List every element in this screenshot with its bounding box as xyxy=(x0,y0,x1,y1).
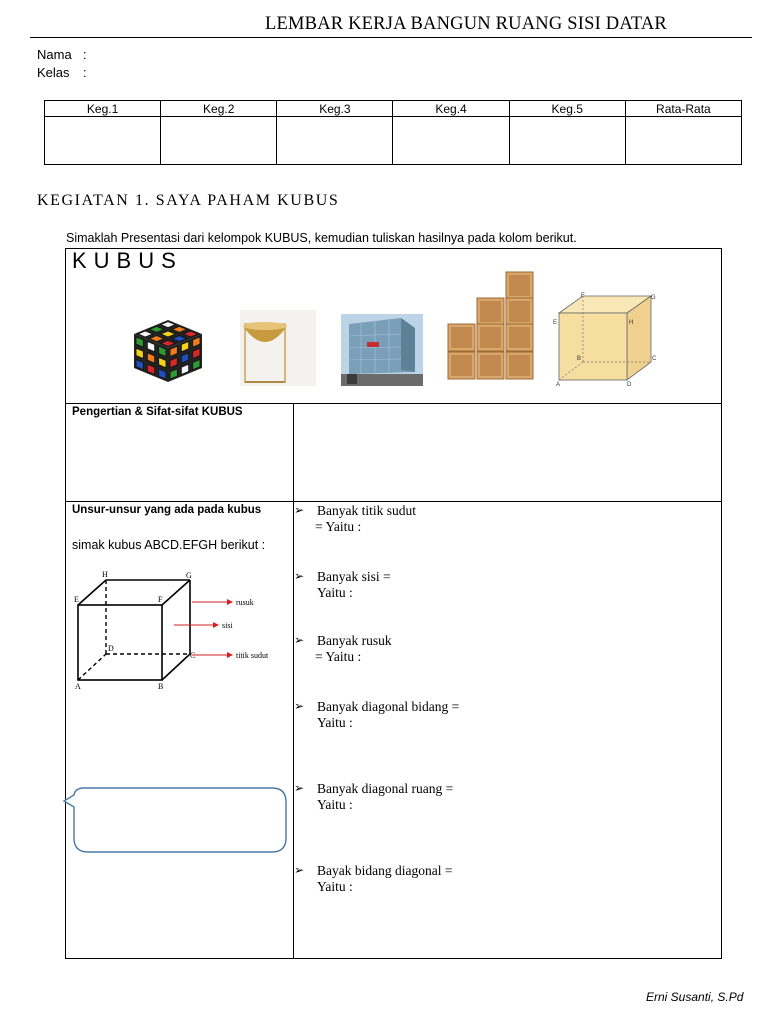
score-cell xyxy=(45,117,161,165)
diagram-label-f: F xyxy=(158,595,163,604)
elements-label: Unsur-unsur yang ada pada kubus xyxy=(72,504,262,516)
class-colon: : xyxy=(83,65,87,80)
cube-abcd-efgh-diagram xyxy=(70,568,282,692)
cube-label-b: B xyxy=(577,356,582,362)
glass-building-image xyxy=(341,314,423,386)
cube-label-a: A xyxy=(556,382,561,388)
class-label: Kelas xyxy=(37,65,70,80)
wooden-shelves-image xyxy=(444,270,536,386)
score-header-cell: Keg.4 xyxy=(393,101,509,117)
definition-label: Pengertian & Sifat-sifat KUBUS xyxy=(72,406,243,418)
cube-label-c: C xyxy=(652,356,657,362)
wooden-cube-inner xyxy=(480,327,501,348)
author-signature: Erni Susanti, S.Pd xyxy=(646,990,744,1004)
cube-label-g: G xyxy=(651,295,656,301)
wooden-cube-inner xyxy=(509,327,530,348)
rubik-cube-image xyxy=(130,316,206,386)
diagram-label-h: H xyxy=(102,570,108,579)
cube-label-d: D xyxy=(627,382,632,388)
score-header-cell: Keg.2 xyxy=(161,101,277,117)
cube-label-h: H xyxy=(629,320,634,326)
wooden-cube-inner xyxy=(509,301,530,322)
instruction-text: Simaklah Presentasi dari kelompok KUBUS, kemudian tuliskan hasilnya pada kolom berikut. xyxy=(66,231,577,245)
bullet-arrow-icon: ➢ xyxy=(294,781,305,795)
score-header-cell: Keg.3 xyxy=(277,101,393,117)
diagram-label-b: B xyxy=(158,682,164,691)
property-label: Banyak titik sudut xyxy=(317,503,416,518)
score-cell xyxy=(277,117,393,165)
property-label: Banyak diagonal bidang = xyxy=(317,699,460,714)
wooden-cube-inner xyxy=(480,355,501,376)
cube-label-f: F xyxy=(581,293,585,299)
score-header-cell: Keg.5 xyxy=(509,101,625,117)
wooden-cube-inner xyxy=(451,355,472,376)
name-field xyxy=(37,47,87,62)
score-header-cell: Keg.1 xyxy=(45,101,161,117)
diagram-label-a: A xyxy=(75,682,81,691)
diagram-label-d: D xyxy=(108,644,114,653)
gold-bowl-image xyxy=(240,310,316,386)
property-answer: = Yaitu : xyxy=(315,649,362,664)
bullet-arrow-icon: ➢ xyxy=(294,863,305,877)
wooden-cube-inner xyxy=(509,355,530,376)
worksheet-title: LEMBAR KERJA BANGUN RUANG SISI DATAR xyxy=(265,14,667,34)
cube-diagram-image xyxy=(553,290,657,388)
property-label: Banyak sisi = xyxy=(317,569,391,584)
class-field xyxy=(37,65,87,80)
activity-heading: KEGIATAN 1. SAYA PAHAM KUBUS xyxy=(37,192,340,209)
score-header-cell: Rata-Rata xyxy=(625,101,741,117)
property-answer: = Yaitu : xyxy=(315,519,362,534)
score-cell xyxy=(161,117,277,165)
diagram-label-c: C xyxy=(190,651,196,660)
wooden-cube-inner xyxy=(451,327,472,348)
title-rule xyxy=(30,37,752,38)
wooden-cube-inner xyxy=(480,301,501,322)
kubus-title: KUBUS xyxy=(72,248,183,273)
property-label: Bayak bidang diagonal = xyxy=(317,863,453,878)
wooden-cube-inner xyxy=(509,275,530,296)
row-divider xyxy=(65,501,722,502)
label-titik-sudut: titik sudut xyxy=(236,651,269,660)
bullet-arrow-icon: ➢ xyxy=(294,569,305,583)
observe-instruction: simak kubus ABCD.EFGH berikut : xyxy=(72,538,266,552)
score-table-header xyxy=(45,101,742,117)
property-label: Banyak rusuk xyxy=(317,633,392,648)
label-sisi: sisi xyxy=(222,621,233,630)
score-table-row xyxy=(45,117,742,165)
bullet-arrow-icon: ➢ xyxy=(294,699,305,713)
bullet-arrow-icon: ➢ xyxy=(294,503,305,517)
property-answer: Yaitu : xyxy=(317,715,353,730)
name-colon: : xyxy=(83,47,87,62)
answer-callout-bubble[interactable] xyxy=(62,787,288,855)
bullet-arrow-icon: ➢ xyxy=(294,633,305,647)
property-label: Banyak diagonal ruang = xyxy=(317,781,454,796)
property-answer: Yaitu : xyxy=(317,585,353,600)
property-answer: Yaitu : xyxy=(317,797,353,812)
score-cell xyxy=(509,117,625,165)
score-table xyxy=(44,100,742,165)
row-divider xyxy=(65,403,722,404)
cube-label-e: E xyxy=(553,320,558,326)
label-rusuk: rusuk xyxy=(236,598,254,607)
score-cell xyxy=(393,117,509,165)
diagram-label-e: E xyxy=(74,595,79,604)
score-cell xyxy=(625,117,741,165)
diagram-label-g: G xyxy=(186,571,192,580)
property-answer: Yaitu : xyxy=(317,879,353,894)
name-label: Nama xyxy=(37,47,72,62)
